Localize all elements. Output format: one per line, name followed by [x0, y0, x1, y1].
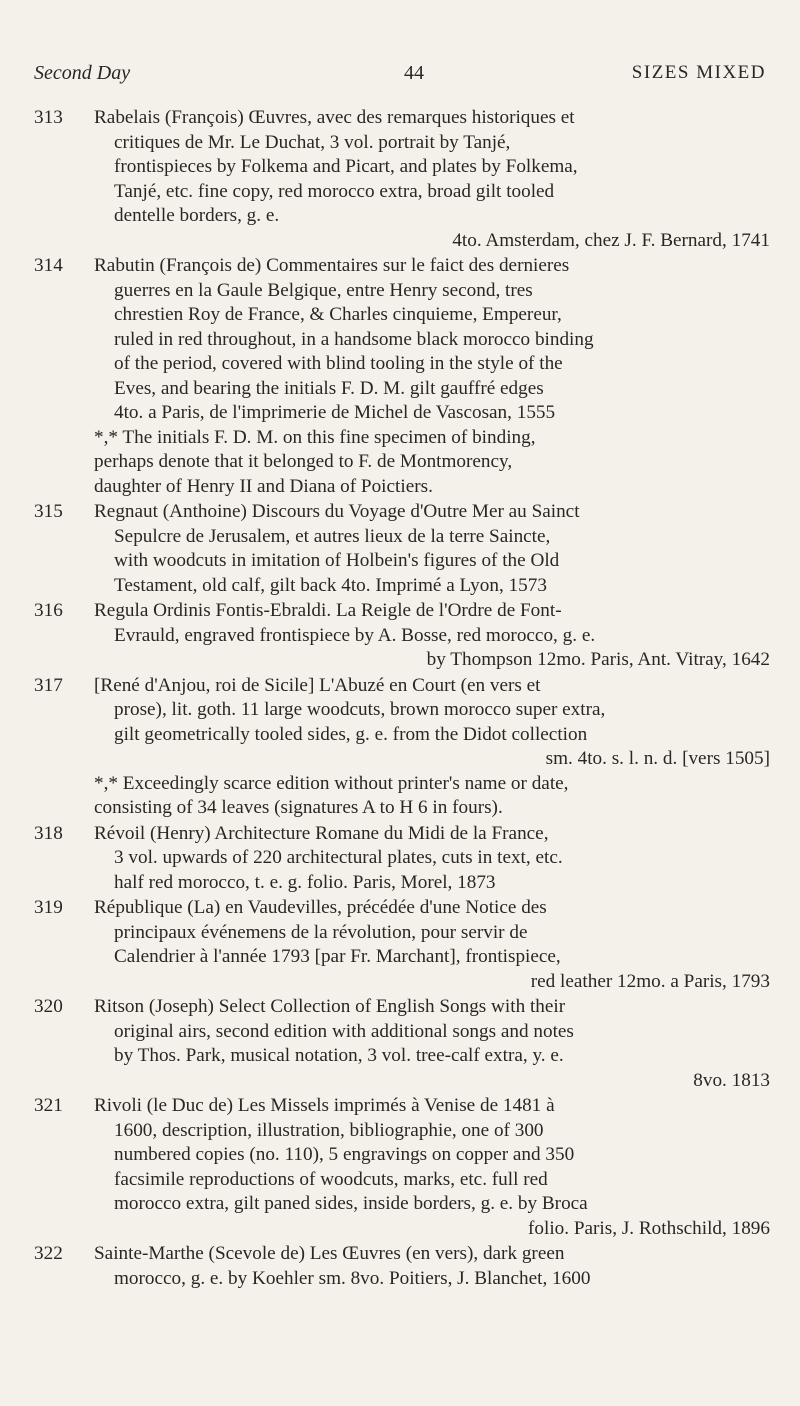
catalogue-entries [34, 106, 770, 1292]
lot-number: 313 [34, 107, 63, 128]
lot-number: 319 [34, 897, 63, 918]
lot-number: 321 [34, 1095, 63, 1116]
entry-line: 4to. Amsterdam, chez J. F. Bernard, 1741 [452, 229, 770, 251]
entry-line: folio. Paris, J. Rothschild, 1896 [528, 1217, 770, 1239]
lot-number: 317 [34, 674, 63, 696]
entry-line: numbered copies (no. 110), 5 engravings on copper and 350 [114, 1144, 575, 1165]
entry-line: with woodcuts in imitation of Holbein's figures of the Old [114, 550, 560, 571]
header-section: SIZES MIXED [631, 62, 766, 83]
catalogue-entry [34, 674, 770, 821]
entry-line: morocco extra, gilt paned sides, inside borders, g. e. by Broca [114, 1193, 588, 1214]
lot-number: 322 [34, 1243, 63, 1264]
entry-line: principaux événemens de la révolution, pour servir de [114, 921, 528, 943]
lot-number: 316 [34, 600, 63, 621]
entry-line: Evrauld, engraved frontispiece by A. Bosse, red morocco, g. e. [114, 624, 596, 646]
entry-line: 8vo. 1813 [693, 1069, 770, 1091]
entry-line: dentelle borders, g. e. [114, 205, 280, 226]
lot-number: 315 [34, 501, 63, 522]
entry-line: Testament, old calf, gilt back 4to. Imprimé a Lyon, 1573 [114, 574, 547, 596]
entry-note-line: perhaps denote that it belonged to F. de Montmorency, [94, 451, 513, 472]
entry-line: half red morocco, t. e. g. folio. Paris, Morel, 1873 [114, 871, 496, 893]
page-number: 44 [404, 62, 424, 84]
entry-line: sm. 4to. s. l. n. d. [vers 1505] [545, 748, 770, 769]
running-header [34, 62, 766, 92]
entry-line: chrestien Roy de France, & Charles cinquieme, Empereur, [114, 304, 562, 325]
catalogue-entry [34, 822, 770, 896]
entry-line: Sepulcre de Jerusalem, et autres lieux de la terre Saincte, [114, 525, 551, 547]
entry-line: by Thompson 12mo. Paris, Ant. Vitray, 1642 [426, 649, 770, 670]
catalogue-entry [34, 254, 770, 499]
entry-line: 4to. a Paris, de l'imprimerie de Michel de Vascosan, 1555 [114, 402, 556, 423]
entry-line: critiques de Mr. Le Duchat, 3 vol. portrait by Tanjé, [114, 131, 511, 153]
entry-line: Sainte-Marthe (Scevole de) Les Œuvres (en vers), dark green [94, 1243, 565, 1264]
catalogue-entry [34, 500, 770, 598]
lot-number: 318 [34, 822, 63, 844]
lot-number: 314 [34, 255, 63, 276]
catalogue-entry [34, 106, 770, 253]
entry-note-line: consisting of 34 leaves (signatures A to H 6 in fours). [94, 797, 503, 818]
lot-number: 320 [34, 996, 63, 1017]
entry-line: Rabutin (François de) Commentaires sur le faict des dernieres [94, 255, 570, 276]
entry-line: République (La) en Vaudevilles, précédée d'une Notice des [94, 897, 547, 918]
entry-note-line: *,* Exceedingly scarce edition without printer's name or date, [94, 772, 569, 794]
entry-line: red leather 12mo. a Paris, 1793 [530, 970, 770, 992]
entry-note-line: *,* The initials F. D. M. on this fine specimen of binding, [94, 426, 536, 448]
entry-line: Eves, and bearing the initials F. D. M. gilt gauffré edges [114, 377, 544, 399]
entry-line: Tanjé, etc. fine copy, red morocco extra, broad gilt tooled [114, 180, 555, 202]
entry-line: Regula Ordinis Fontis-Ebraldi. La Reigle de l'Ordre de Font- [94, 600, 562, 621]
entry-line: Calendrier à l'année 1793 [par Fr. Marchant], frontispiece, [114, 946, 561, 967]
entry-line: ruled in red throughout, in a handsome black morocco binding [114, 328, 594, 350]
entry-line: prose), lit. goth. 11 large woodcuts, brown morocco super extra, [114, 699, 606, 720]
entry-line: of the period, covered with blind tooling in the style of the [114, 353, 563, 374]
catalogue-entry [34, 1242, 770, 1291]
entry-line: Ritson (Joseph) Select Collection of English Songs with their [94, 996, 566, 1017]
entry-line: Rabelais (François) Œuvres, avec des remarques historiques et [94, 107, 575, 128]
entry-line: 1600, description, illustration, bibliographie, one of 300 [114, 1119, 544, 1141]
entry-line: Révoil (Henry) Architecture Romane du Midi de la France, [94, 822, 549, 844]
entry-line: [René d'Anjou, roi de Sicile] L'Abuzé en Court (en vers et [94, 674, 541, 696]
entry-line: guerres en la Gaule Belgique, entre Henry second, tres [114, 279, 533, 301]
entry-note-line: daughter of Henry II and Diana of Poictiers. [94, 475, 433, 497]
entry-line: original airs, second edition with additional songs and notes [114, 1020, 574, 1042]
entry-line: Rivoli (le Duc de) Les Missels imprimés à Venise de 1481 à [94, 1095, 555, 1116]
catalogue-entry [34, 896, 770, 994]
entry-line: gilt geometrically tooled sides, g. e. from the Didot collection [114, 723, 588, 745]
catalogue-entry [34, 995, 770, 1093]
entry-line: 3 vol. upwards of 220 architectural plates, cuts in text, etc. [114, 847, 563, 868]
entry-line: morocco, g. e. by Koehler sm. 8vo. Poitiers, J. Blanchet, 1600 [114, 1267, 591, 1289]
entry-line: by Thos. Park, musical notation, 3 vol. tree-calf extra, y. e. [114, 1045, 564, 1066]
entry-line: facsimile reproductions of woodcuts, marks, etc. full red [114, 1168, 548, 1190]
entry-line: Regnaut (Anthoine) Discours du Voyage d'Outre Mer au Sainct [94, 501, 580, 522]
catalogue-entry [34, 599, 770, 673]
entry-line: frontispieces by Folkema and Picart, and plates by Folkema, [114, 156, 578, 177]
header-day: Second Day [34, 62, 131, 84]
catalogue-entry [34, 1094, 770, 1241]
